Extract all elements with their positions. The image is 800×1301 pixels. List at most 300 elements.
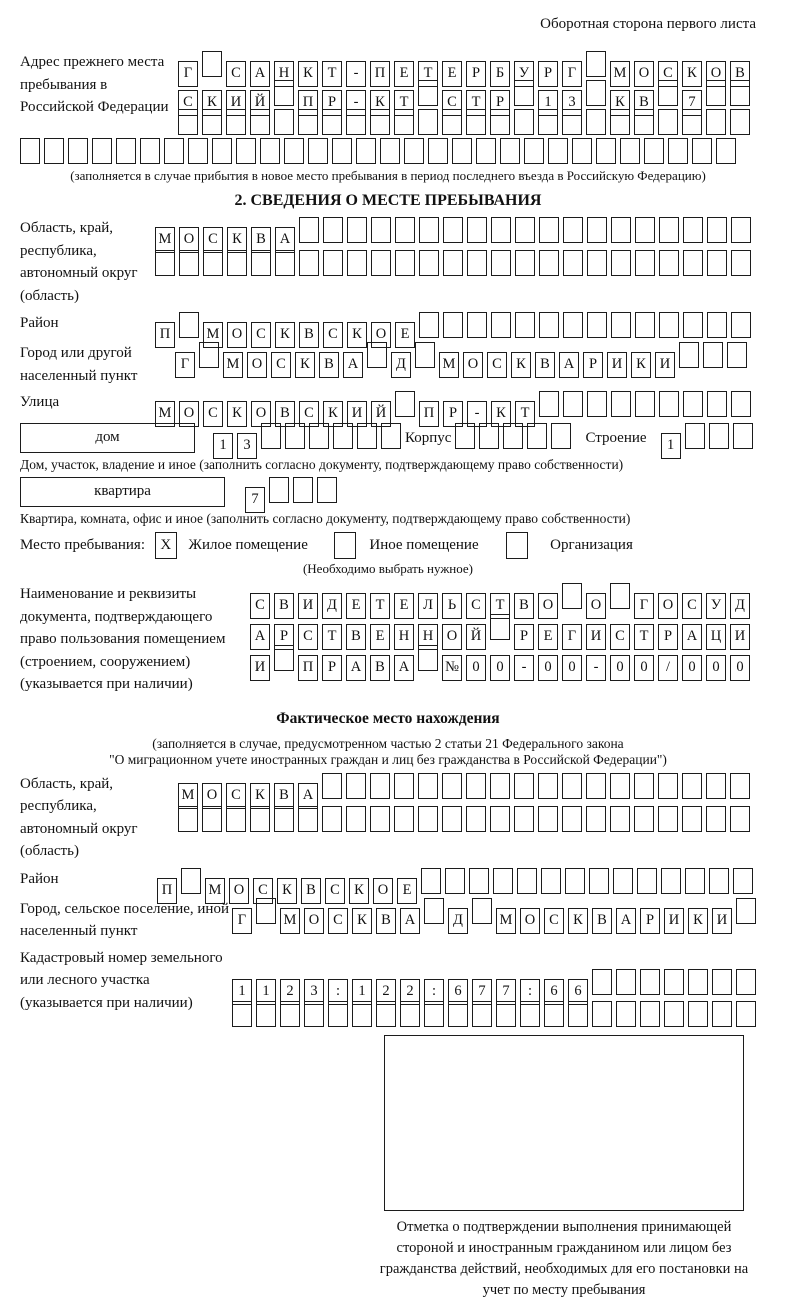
char-cell[interactable] <box>274 80 294 106</box>
char-cell[interactable]: В <box>535 352 555 378</box>
char-cell[interactable]: Р <box>274 624 294 650</box>
char-cell[interactable] <box>563 250 583 276</box>
char-cell[interactable] <box>381 423 401 449</box>
char-cell[interactable] <box>419 250 439 276</box>
char-cell[interactable] <box>539 391 559 417</box>
char-cell[interactable] <box>466 806 486 832</box>
char-cell[interactable] <box>370 773 390 799</box>
char-cell[interactable] <box>658 806 678 832</box>
char-cell[interactable]: И <box>607 352 627 378</box>
char-cell[interactable] <box>610 773 630 799</box>
char-cell[interactable] <box>706 773 726 799</box>
char-cell[interactable]: 0 <box>562 655 582 681</box>
char-cell[interactable] <box>203 250 223 276</box>
char-cell[interactable] <box>611 250 631 276</box>
char-cell[interactable] <box>419 312 439 338</box>
char-cell[interactable] <box>467 250 487 276</box>
char-cell[interactable] <box>538 109 558 135</box>
char-cell[interactable]: Й <box>371 401 391 427</box>
char-cell[interactable]: С <box>271 352 291 378</box>
char-cell[interactable]: : <box>424 979 444 1005</box>
char-cell[interactable] <box>428 138 448 164</box>
char-cell[interactable]: Р <box>514 624 534 650</box>
char-cell[interactable]: В <box>370 655 390 681</box>
char-cell[interactable] <box>346 806 366 832</box>
char-cell[interactable]: С <box>250 593 270 619</box>
char-cell[interactable]: С <box>226 783 246 809</box>
char-cell[interactable]: И <box>347 401 367 427</box>
char-cell[interactable]: К <box>227 401 247 427</box>
char-cell[interactable]: К <box>323 401 343 427</box>
char-cell[interactable] <box>442 773 462 799</box>
char-cell[interactable]: Ц <box>706 624 726 650</box>
char-cell[interactable]: П <box>370 61 390 87</box>
char-cell[interactable]: К <box>631 352 651 378</box>
char-cell[interactable] <box>539 217 559 243</box>
char-cell[interactable] <box>466 109 486 135</box>
char-cell[interactable] <box>668 138 688 164</box>
char-cell[interactable] <box>322 109 342 135</box>
char-cell[interactable]: А <box>559 352 579 378</box>
char-cell[interactable]: 6 <box>544 979 564 1005</box>
char-cell[interactable] <box>476 138 496 164</box>
char-cell[interactable]: 2 <box>376 979 396 1005</box>
char-cell[interactable] <box>347 250 367 276</box>
char-cell[interactable] <box>659 391 679 417</box>
char-cell[interactable]: С <box>178 90 198 116</box>
char-cell[interactable]: 7 <box>682 90 702 116</box>
char-cell[interactable]: Д <box>391 352 411 378</box>
char-cell[interactable] <box>635 312 655 338</box>
char-cell[interactable] <box>682 109 702 135</box>
char-cell[interactable] <box>635 217 655 243</box>
char-cell[interactable]: 1 <box>232 979 252 1005</box>
char-cell[interactable] <box>541 868 561 894</box>
char-cell[interactable] <box>328 1001 348 1027</box>
stay-type-checkbox-other[interactable] <box>334 532 356 559</box>
char-cell[interactable]: О <box>706 61 726 87</box>
char-cell[interactable] <box>587 217 607 243</box>
char-cell[interactable] <box>589 868 609 894</box>
char-cell[interactable] <box>269 477 289 503</box>
char-cell[interactable] <box>178 806 198 832</box>
char-cell[interactable]: : <box>328 979 348 1005</box>
char-cell[interactable]: С <box>253 878 273 904</box>
char-cell[interactable]: О <box>229 878 249 904</box>
char-cell[interactable] <box>736 898 756 924</box>
house-type-box[interactable]: дом <box>20 423 195 453</box>
char-cell[interactable] <box>679 342 699 368</box>
street-row[interactable] <box>155 391 751 421</box>
char-cell[interactable] <box>467 312 487 338</box>
char-cell[interactable] <box>284 138 304 164</box>
char-cell[interactable]: Н <box>274 61 294 87</box>
char-cell[interactable]: П <box>419 401 439 427</box>
char-cell[interactable] <box>731 250 751 276</box>
char-cell[interactable]: И <box>730 624 750 650</box>
char-cell[interactable] <box>706 80 726 106</box>
char-cell[interactable]: 0 <box>634 655 654 681</box>
char-cell[interactable] <box>448 1001 468 1027</box>
char-cell[interactable] <box>455 423 475 449</box>
char-cell[interactable]: В <box>251 227 271 253</box>
char-cell[interactable]: Г <box>175 352 195 378</box>
char-cell[interactable]: - <box>514 655 534 681</box>
char-cell[interactable]: А <box>275 227 295 253</box>
char-cell[interactable] <box>250 806 270 832</box>
char-cell[interactable] <box>664 1001 684 1027</box>
char-cell[interactable]: Д <box>730 593 750 619</box>
char-cell[interactable]: - <box>346 61 366 87</box>
stay-type-checkbox-organization[interactable] <box>506 532 528 559</box>
char-cell[interactable] <box>587 250 607 276</box>
char-cell[interactable] <box>394 109 414 135</box>
char-cell[interactable] <box>466 773 486 799</box>
char-cell[interactable] <box>256 1001 276 1027</box>
char-cell[interactable] <box>563 217 583 243</box>
region-row1[interactable] <box>155 217 751 247</box>
previous-address-row3[interactable] <box>178 109 750 135</box>
char-cell[interactable] <box>261 423 281 449</box>
document-row3[interactable] <box>250 645 750 675</box>
char-cell[interactable] <box>730 109 750 135</box>
char-cell[interactable] <box>706 806 726 832</box>
char-cell[interactable]: В <box>274 593 294 619</box>
previous-address-row4[interactable] <box>20 138 756 164</box>
char-cell[interactable] <box>202 109 222 135</box>
char-cell[interactable] <box>181 868 201 894</box>
char-cell[interactable]: Р <box>583 352 603 378</box>
char-cell[interactable]: - <box>586 655 606 681</box>
char-cell[interactable] <box>274 645 294 671</box>
char-cell[interactable]: № <box>442 655 462 681</box>
char-cell[interactable]: О <box>634 61 654 87</box>
char-cell[interactable]: Т <box>322 624 342 650</box>
char-cell[interactable] <box>472 898 492 924</box>
char-cell[interactable] <box>490 614 510 640</box>
char-cell[interactable]: 1 <box>352 979 372 1005</box>
char-cell[interactable] <box>202 806 222 832</box>
char-cell[interactable]: К <box>202 90 222 116</box>
char-cell[interactable]: Р <box>466 61 486 87</box>
char-cell[interactable]: О <box>251 401 271 427</box>
char-cell[interactable]: Е <box>397 878 417 904</box>
char-cell[interactable]: Г <box>232 908 252 934</box>
char-cell[interactable] <box>322 773 342 799</box>
char-cell[interactable] <box>515 312 535 338</box>
char-cell[interactable] <box>688 969 708 995</box>
char-cell[interactable] <box>539 312 559 338</box>
char-cell[interactable]: 3 <box>304 979 324 1005</box>
char-cell[interactable]: М <box>280 908 300 934</box>
char-cell[interactable]: А <box>394 655 414 681</box>
char-cell[interactable]: Н <box>394 624 414 650</box>
char-cell[interactable] <box>333 423 353 449</box>
char-cell[interactable] <box>116 138 136 164</box>
char-cell[interactable] <box>707 391 727 417</box>
char-cell[interactable]: С <box>328 908 348 934</box>
char-cell[interactable]: Г <box>634 593 654 619</box>
char-cell[interactable]: - <box>467 401 487 427</box>
char-cell[interactable]: В <box>274 783 294 809</box>
char-cell[interactable] <box>692 138 712 164</box>
char-cell[interactable]: М <box>155 401 175 427</box>
char-cell[interactable] <box>731 391 751 417</box>
char-cell[interactable]: К <box>227 227 247 253</box>
char-cell[interactable] <box>706 109 726 135</box>
char-cell[interactable]: М <box>155 227 175 253</box>
char-cell[interactable] <box>616 1001 636 1027</box>
char-cell[interactable]: Б <box>490 61 510 87</box>
char-cell[interactable] <box>586 109 606 135</box>
char-cell[interactable] <box>514 806 534 832</box>
char-cell[interactable]: Т <box>466 90 486 116</box>
char-cell[interactable] <box>610 806 630 832</box>
char-cell[interactable]: О <box>202 783 222 809</box>
char-cell[interactable]: С <box>203 401 223 427</box>
char-cell[interactable]: О <box>538 593 558 619</box>
char-cell[interactable]: М <box>203 322 223 348</box>
char-cell[interactable]: Р <box>538 61 558 87</box>
char-cell[interactable] <box>586 51 606 77</box>
char-cell[interactable]: В <box>301 878 321 904</box>
char-cell[interactable]: Р <box>658 624 678 650</box>
char-cell[interactable] <box>155 250 175 276</box>
document-row1[interactable] <box>250 583 750 613</box>
char-cell[interactable] <box>659 250 679 276</box>
char-cell[interactable] <box>415 342 435 368</box>
char-cell[interactable]: 6 <box>568 979 588 1005</box>
char-cell[interactable]: О <box>658 593 678 619</box>
char-cell[interactable] <box>587 312 607 338</box>
char-cell[interactable]: С <box>323 322 343 348</box>
char-cell[interactable]: И <box>712 908 732 934</box>
char-cell[interactable] <box>202 51 222 77</box>
char-cell[interactable]: Д <box>448 908 468 934</box>
char-cell[interactable]: В <box>514 593 534 619</box>
char-cell[interactable]: П <box>155 322 175 348</box>
fact-region-row1[interactable] <box>178 773 750 803</box>
char-cell[interactable]: 6 <box>448 979 468 1005</box>
char-cell[interactable] <box>731 217 751 243</box>
char-cell[interactable] <box>586 80 606 106</box>
char-cell[interactable]: О <box>304 908 324 934</box>
char-cell[interactable] <box>733 868 753 894</box>
char-cell[interactable] <box>370 806 390 832</box>
char-cell[interactable]: К <box>682 61 702 87</box>
char-cell[interactable]: И <box>586 624 606 650</box>
char-cell[interactable] <box>635 391 655 417</box>
char-cell[interactable]: Т <box>418 61 438 87</box>
char-cell[interactable] <box>572 138 592 164</box>
char-cell[interactable] <box>611 312 631 338</box>
char-cell[interactable]: Е <box>370 624 390 650</box>
char-cell[interactable]: Н <box>418 624 438 650</box>
char-cell[interactable] <box>517 868 537 894</box>
char-cell[interactable] <box>586 806 606 832</box>
char-cell[interactable] <box>469 868 489 894</box>
char-cell[interactable] <box>707 250 727 276</box>
char-cell[interactable] <box>562 109 582 135</box>
char-cell[interactable] <box>479 423 499 449</box>
district-row[interactable] <box>155 312 751 342</box>
char-cell[interactable] <box>730 773 750 799</box>
char-cell[interactable]: М <box>178 783 198 809</box>
char-cell[interactable] <box>250 109 270 135</box>
char-cell[interactable] <box>357 423 377 449</box>
char-cell[interactable] <box>551 423 571 449</box>
apartment-type-box[interactable]: квартира <box>20 477 225 507</box>
char-cell[interactable]: М <box>223 352 243 378</box>
fact-city-row[interactable] <box>232 898 756 928</box>
char-cell[interactable]: М <box>496 908 516 934</box>
char-cell[interactable]: К <box>511 352 531 378</box>
char-cell[interactable] <box>232 1001 252 1027</box>
char-cell[interactable] <box>442 806 462 832</box>
char-cell[interactable]: С <box>226 61 246 87</box>
char-cell[interactable]: В <box>299 322 319 348</box>
char-cell[interactable] <box>212 138 232 164</box>
char-cell[interactable] <box>634 773 654 799</box>
char-cell[interactable]: Й <box>250 90 270 116</box>
char-cell[interactable]: А <box>250 624 270 650</box>
previous-address-row1[interactable] <box>178 51 750 81</box>
char-cell[interactable] <box>395 217 415 243</box>
char-cell[interactable]: С <box>442 90 462 116</box>
char-cell[interactable] <box>611 217 631 243</box>
char-cell[interactable] <box>658 109 678 135</box>
char-cell[interactable]: С <box>544 908 564 934</box>
char-cell[interactable] <box>443 217 463 243</box>
char-cell[interactable] <box>682 806 702 832</box>
char-cell[interactable] <box>544 1001 564 1027</box>
char-cell[interactable]: К <box>275 322 295 348</box>
char-cell[interactable] <box>370 109 390 135</box>
char-cell[interactable] <box>640 1001 660 1027</box>
char-cell[interactable] <box>376 1001 396 1027</box>
char-cell[interactable] <box>634 806 654 832</box>
char-cell[interactable] <box>637 868 657 894</box>
char-cell[interactable] <box>635 250 655 276</box>
char-cell[interactable] <box>442 109 462 135</box>
char-cell[interactable] <box>472 1001 492 1027</box>
char-cell[interactable]: 0 <box>490 655 510 681</box>
char-cell[interactable]: У <box>706 593 726 619</box>
char-cell[interactable] <box>730 806 750 832</box>
char-cell[interactable]: Т <box>322 61 342 87</box>
char-cell[interactable] <box>682 773 702 799</box>
char-cell[interactable] <box>683 217 703 243</box>
char-cell[interactable] <box>683 391 703 417</box>
char-cell[interactable]: А <box>346 655 366 681</box>
char-cell[interactable] <box>520 1001 540 1027</box>
char-cell[interactable]: Е <box>538 624 558 650</box>
char-cell[interactable]: Е <box>394 593 414 619</box>
char-cell[interactable]: К <box>277 878 297 904</box>
char-cell[interactable] <box>707 312 727 338</box>
char-cell[interactable]: С <box>298 624 318 650</box>
char-cell[interactable]: В <box>376 908 396 934</box>
char-cell[interactable]: / <box>658 655 678 681</box>
char-cell[interactable]: Е <box>442 61 462 87</box>
char-cell[interactable] <box>274 109 294 135</box>
char-cell[interactable]: О <box>586 593 606 619</box>
stay-type-checkbox-residential[interactable]: X <box>155 532 177 559</box>
char-cell[interactable]: К <box>295 352 315 378</box>
char-cell[interactable] <box>514 109 534 135</box>
char-cell[interactable]: 0 <box>610 655 630 681</box>
char-cell[interactable] <box>404 138 424 164</box>
char-cell[interactable] <box>613 868 633 894</box>
char-cell[interactable] <box>323 217 343 243</box>
cadastre-row1[interactable] <box>232 969 756 999</box>
char-cell[interactable]: К <box>349 878 369 904</box>
char-cell[interactable] <box>227 250 247 276</box>
char-cell[interactable] <box>563 391 583 417</box>
char-cell[interactable] <box>538 773 558 799</box>
char-cell[interactable] <box>356 138 376 164</box>
char-cell[interactable]: М <box>439 352 459 378</box>
char-cell[interactable] <box>563 312 583 338</box>
char-cell[interactable]: С <box>325 878 345 904</box>
char-cell[interactable]: О <box>179 401 199 427</box>
char-cell[interactable] <box>445 868 465 894</box>
char-cell[interactable]: 0 <box>538 655 558 681</box>
char-cell[interactable] <box>275 250 295 276</box>
char-cell[interactable]: Г <box>562 61 582 87</box>
char-cell[interactable] <box>727 342 747 368</box>
char-cell[interactable] <box>346 773 366 799</box>
char-cell[interactable] <box>659 312 679 338</box>
char-cell[interactable] <box>309 423 329 449</box>
char-cell[interactable]: 0 <box>466 655 486 681</box>
char-cell[interactable] <box>491 250 511 276</box>
char-cell[interactable]: Т <box>370 593 390 619</box>
char-cell[interactable] <box>395 391 415 417</box>
char-cell[interactable] <box>418 109 438 135</box>
char-cell[interactable]: 0 <box>730 655 750 681</box>
char-cell[interactable]: 3 <box>237 433 257 459</box>
char-cell[interactable] <box>424 898 444 924</box>
char-cell[interactable]: А <box>250 61 270 87</box>
char-cell[interactable]: 0 <box>682 655 702 681</box>
char-cell[interactable] <box>367 342 387 368</box>
char-cell[interactable]: И <box>664 908 684 934</box>
char-cell[interactable] <box>419 217 439 243</box>
char-cell[interactable] <box>709 423 729 449</box>
char-cell[interactable]: О <box>373 878 393 904</box>
char-cell[interactable] <box>515 250 535 276</box>
char-cell[interactable] <box>188 138 208 164</box>
char-cell[interactable]: Й <box>466 624 486 650</box>
fact-region-row2[interactable] <box>178 806 750 832</box>
char-cell[interactable] <box>538 806 558 832</box>
char-cell[interactable] <box>20 138 40 164</box>
char-cell[interactable]: К <box>347 322 367 348</box>
char-cell[interactable] <box>298 806 318 832</box>
char-cell[interactable] <box>562 773 582 799</box>
char-cell[interactable]: О <box>247 352 267 378</box>
char-cell[interactable]: : <box>520 979 540 1005</box>
char-cell[interactable]: Ь <box>442 593 462 619</box>
char-cell[interactable]: В <box>319 352 339 378</box>
char-cell[interactable] <box>395 250 415 276</box>
char-cell[interactable]: 1 <box>538 90 558 116</box>
char-cell[interactable] <box>562 806 582 832</box>
apartment-cells[interactable] <box>245 477 337 507</box>
char-cell[interactable] <box>736 1001 756 1027</box>
char-cell[interactable] <box>707 217 727 243</box>
